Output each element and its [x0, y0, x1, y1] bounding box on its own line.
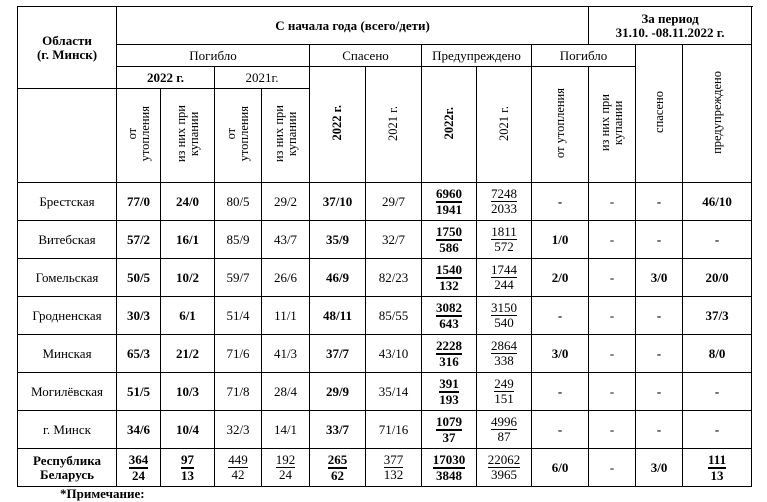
period-died: 2/0 [532, 259, 589, 297]
prevented-2021-fraction [491, 225, 517, 254]
bathing-2022-header [161, 89, 215, 183]
table-row [18, 221, 752, 259]
died-2022: 34/6 [117, 411, 161, 449]
period-saved-label: спасено [651, 91, 666, 133]
prevented-2021 [477, 259, 532, 297]
died-2021: 85/9 [215, 221, 262, 259]
prevented-2022-bottom: 37 [436, 429, 462, 445]
prevented-2022-label: 2022г. [441, 106, 456, 140]
period-bathing: - [589, 297, 636, 335]
prevented-2021-bottom: 151 [494, 391, 514, 406]
data-rows [18, 183, 752, 487]
drowning-2022-header [117, 89, 161, 183]
prevented-2021-fraction [491, 263, 517, 292]
prevented-header: Предупреждено [422, 45, 532, 67]
prevented-2022-header [422, 67, 477, 183]
total-bathing-2022-fraction [181, 453, 194, 483]
total-died-2021-bottom: 42 [228, 467, 248, 482]
prevented-2021-bottom: 87 [491, 429, 517, 444]
region-name: Могилёвская [18, 373, 117, 411]
prevented-2021-bottom: 572 [491, 239, 517, 254]
period-prevented: 8/0 [683, 335, 752, 373]
total-row [18, 449, 752, 487]
total-died-2021-fraction [228, 453, 248, 482]
drowning-statistics-table [17, 6, 752, 487]
prevented-2022-bottom: 643 [436, 315, 462, 331]
drowning-2021-header [215, 89, 262, 183]
prevented-2022-bottom: 193 [439, 391, 459, 407]
region-name: Гродненская [18, 297, 117, 335]
prevented-2022 [422, 335, 477, 373]
year-2021-header: 2021г. [215, 67, 310, 89]
prevented-2021-fraction [491, 339, 517, 368]
ytd-header: С начала года (всего/дети) [117, 7, 589, 45]
total-prevented-2021-bottom: 3965 [488, 467, 521, 482]
total-saved-2021 [366, 449, 422, 487]
died-2022: 57/2 [117, 221, 161, 259]
period-died: 1/0 [532, 221, 589, 259]
region-name: г. Минск [18, 411, 117, 449]
period-died: - [532, 373, 589, 411]
total-prevented-2022-fraction [433, 453, 466, 483]
saved-2021: 29/7 [366, 183, 422, 221]
prevented-2021-top: 4996 [491, 414, 517, 429]
died-2022: 30/3 [117, 297, 161, 335]
total-bathing-2021-fraction [276, 453, 296, 482]
prevented-2022-fraction [436, 187, 462, 217]
total-period-saved: 3/0 [636, 449, 683, 487]
prevented-2021 [477, 297, 532, 335]
died-2021: 51/4 [215, 297, 262, 335]
total-died-2022-top: 364 [128, 451, 149, 467]
died-2021: 71/6 [215, 335, 262, 373]
table-row [18, 297, 752, 335]
bathing-2022: 16/1 [161, 221, 215, 259]
total-bathing-2022 [161, 449, 215, 487]
saved-2021: 35/14 [366, 373, 422, 411]
prevented-2022 [422, 373, 477, 411]
period-died: 3/0 [532, 335, 589, 373]
prevented-2022-fraction [436, 225, 462, 255]
died-2021: 32/3 [215, 411, 262, 449]
saved-2021: 85/55 [366, 297, 422, 335]
drowning-2021-label: от утопления [224, 106, 251, 162]
died-2022: 51/5 [117, 373, 161, 411]
period-saved: - [636, 335, 683, 373]
bathing-2022: 10/3 [161, 373, 215, 411]
saved-2021: 71/16 [366, 411, 422, 449]
prevented-2022-top: 6960 [436, 185, 462, 201]
prevented-2021-label: 2021 г. [496, 105, 511, 141]
prevented-2022-fraction [436, 415, 462, 445]
period-saved: - [636, 183, 683, 221]
saved-2022: 33/7 [310, 411, 366, 449]
prevented-2021 [477, 221, 532, 259]
total-period-prevented-bottom: 13 [708, 467, 726, 483]
saved-2021-label: 2021 г. [386, 105, 400, 141]
prevented-2021-bottom: 540 [491, 315, 517, 330]
bathing-2021: 43/7 [262, 221, 310, 259]
footer-note: *Примечание: [60, 486, 145, 501]
bathing-2021: 28/4 [262, 373, 310, 411]
prevented-2022-bottom: 132 [436, 277, 462, 293]
total-bathing-2022-top: 97 [181, 451, 194, 467]
saved-2022: 37/10 [310, 183, 366, 221]
bathing-2021-label: из них при купании [271, 105, 299, 163]
prevented-2022-fraction [436, 339, 462, 369]
prevented-2022 [422, 259, 477, 297]
prevented-2022 [422, 297, 477, 335]
prevented-2022-fraction [436, 301, 462, 331]
period-saved: - [636, 297, 683, 335]
period-saved-header [636, 45, 683, 183]
prevented-2021-top: 7248 [491, 186, 517, 201]
prevented-2022 [422, 411, 477, 449]
prevented-2021-top: 3150 [491, 300, 517, 315]
period-saved: - [636, 411, 683, 449]
total-died-2021 [215, 449, 262, 487]
prevented-2021-fraction [491, 301, 517, 330]
prevented-2021-header [477, 67, 532, 183]
total-period-prevented-fraction [708, 453, 726, 483]
prevented-2022-top: 1540 [436, 261, 462, 277]
period-drowning-label: от утопления [552, 87, 567, 159]
prevented-2022-top: 391 [439, 375, 459, 391]
saved-header: Спасено [310, 45, 422, 67]
died-2022: 50/5 [117, 259, 161, 297]
bathing-2021: 14/1 [262, 411, 310, 449]
prevented-2022-fraction [439, 377, 459, 407]
died-2021: 80/5 [215, 183, 262, 221]
total-period-bathing: - [589, 449, 636, 487]
total-bathing-2021 [262, 449, 310, 487]
prevented-2021-top: 1811 [491, 224, 517, 239]
saved-2021: 43/10 [366, 335, 422, 373]
period-bathing-label: из них при купании [598, 94, 626, 152]
prevented-2022-top: 1079 [436, 413, 462, 429]
total-prevented-2021 [477, 449, 532, 487]
period-bathing: - [589, 411, 636, 449]
period-prevented: 46/10 [683, 183, 752, 221]
prevented-2021-fraction [491, 415, 517, 444]
total-region-label: Республика Беларусь [32, 452, 102, 482]
bathing-2022: 10/2 [161, 259, 215, 297]
total-period-died: 6/0 [532, 449, 589, 487]
total-bathing-2022-bottom: 13 [181, 467, 194, 483]
areas-header [18, 7, 117, 89]
period-prevented: 37/3 [683, 297, 752, 335]
total-saved-2021-top: 377 [383, 452, 404, 467]
period-died: - [532, 183, 589, 221]
total-period-prevented-top: 111 [708, 451, 727, 467]
bathing-2022: 10/4 [161, 411, 215, 449]
prevented-2021-top: 249 [494, 376, 514, 391]
prevented-2022-top: 1750 [436, 223, 462, 239]
prevented-2021 [477, 335, 532, 373]
saved-2022: 37/7 [310, 335, 366, 373]
table-row [18, 373, 752, 411]
year-2022-header: 2022 г. [117, 67, 215, 89]
period-saved: - [636, 373, 683, 411]
saved-2022: 29/9 [310, 373, 366, 411]
table-row [18, 411, 752, 449]
period-died: - [532, 411, 589, 449]
saved-2021: 82/23 [366, 259, 422, 297]
prevented-2021 [477, 183, 532, 221]
prevented-2021-bottom: 338 [491, 353, 517, 368]
period-died: - [532, 297, 589, 335]
table-row [18, 259, 752, 297]
period-bathing: - [589, 335, 636, 373]
total-prevented-2021-fraction [488, 453, 521, 482]
period-prevented: - [683, 411, 752, 449]
prevented-2022-top: 3082 [436, 299, 462, 315]
prevented-2021 [477, 411, 532, 449]
table-row [18, 335, 752, 373]
total-prevented-2021-top: 22062 [487, 452, 521, 467]
period-prevented: - [683, 373, 752, 411]
prevented-2022 [422, 221, 477, 259]
prevented-2021-top: 1744 [491, 262, 517, 277]
total-died-2022 [117, 449, 161, 487]
total-saved-2021-bottom: 132 [383, 467, 404, 482]
period-saved: - [636, 221, 683, 259]
period-prevented: 20/0 [683, 259, 752, 297]
prevented-2021-fraction [491, 187, 517, 216]
period-bathing: - [589, 183, 636, 221]
total-prevented-2022-top: 17030 [432, 451, 466, 467]
bathing-2021: 11/1 [262, 297, 310, 335]
saved-2022-header [310, 67, 366, 183]
period-bathing: - [589, 259, 636, 297]
total-period-prevented [683, 449, 752, 487]
period-drowning-header [532, 67, 589, 183]
prevented-2021 [477, 373, 532, 411]
period-header [589, 7, 752, 45]
died-2021: 59/7 [215, 259, 262, 297]
total-prevented-2022 [422, 449, 477, 487]
total-saved-2021-fraction [384, 453, 404, 482]
areas-label: Области (г. Минск) [36, 32, 98, 62]
total-region [18, 449, 117, 487]
saved-2021-header [366, 67, 422, 183]
region-name: Витебская [18, 221, 117, 259]
saved-2022: 48/11 [310, 297, 366, 335]
period-prevented-header [683, 45, 752, 183]
saved-2022: 46/9 [310, 259, 366, 297]
period-saved: 3/0 [636, 259, 683, 297]
period-bathing: - [589, 221, 636, 259]
prevented-2021-bottom: 2033 [491, 201, 517, 216]
prevented-2021-top: 2864 [491, 338, 517, 353]
period-prevented-label: предупреждено [709, 70, 724, 154]
total-died-2022-fraction [129, 453, 149, 483]
bathing-2022-label: из них при купании [173, 105, 201, 163]
died-2022: 65/3 [117, 335, 161, 373]
total-saved-2022 [310, 449, 366, 487]
bathing-2021: 41/3 [262, 335, 310, 373]
prevented-2022-fraction [436, 263, 462, 293]
prevented-2022-bottom: 586 [436, 239, 462, 255]
saved-2021: 32/7 [366, 221, 422, 259]
prevented-2022 [422, 183, 477, 221]
period-title: За период 31.10. -08.11.2022 г. [615, 10, 725, 40]
saved-2022: 35/9 [310, 221, 366, 259]
bathing-2021: 26/6 [262, 259, 310, 297]
prevented-2022-bottom: 316 [436, 353, 462, 369]
prevented-2021-fraction [494, 377, 514, 406]
bathing-2022: 6/1 [161, 297, 215, 335]
period-prevented: - [683, 221, 752, 259]
region-name: Минская [18, 335, 117, 373]
region-name: Брестская [18, 183, 117, 221]
saved-2022-label: 2022 г. [330, 105, 344, 141]
bathing-2021-header [262, 89, 310, 183]
drowning-2022-label: от утопления [124, 106, 152, 162]
period-bathing-header [589, 67, 636, 183]
bathing-2021: 29/2 [262, 183, 310, 221]
region-name: Гомельская [18, 259, 117, 297]
prevented-2021-bottom: 244 [491, 277, 517, 292]
total-saved-2022-bottom: 62 [328, 467, 348, 483]
total-bathing-2021-bottom: 24 [276, 467, 296, 482]
total-saved-2022-fraction [328, 453, 348, 483]
total-saved-2022-top: 265 [327, 451, 348, 467]
total-prevented-2022-bottom: 3848 [433, 467, 466, 483]
prevented-2022-top: 2228 [436, 337, 462, 353]
prevented-2022-bottom: 1941 [436, 201, 462, 217]
total-died-2021-top: 449 [228, 452, 248, 467]
period-died-header: Погибло [532, 45, 636, 67]
died-2021: 71/8 [215, 373, 262, 411]
areas-spacer [18, 89, 117, 183]
bathing-2022: 24/0 [161, 183, 215, 221]
table-row [18, 183, 752, 221]
period-bathing: - [589, 373, 636, 411]
bathing-2022: 21/2 [161, 335, 215, 373]
total-bathing-2021-top: 192 [275, 452, 296, 467]
died-2022: 77/0 [117, 183, 161, 221]
died-header: Погибло [117, 45, 310, 67]
total-died-2022-bottom: 24 [129, 467, 149, 483]
